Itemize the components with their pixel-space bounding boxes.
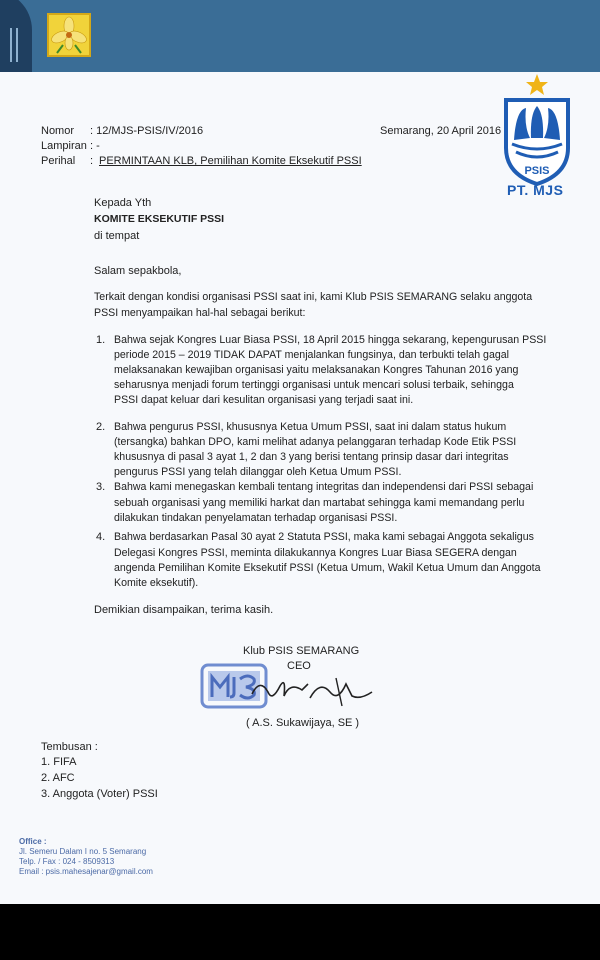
tembusan-label: Tembusan : xyxy=(41,741,98,753)
point-line: periode 2015 – 2019 TIDAK DAPAT menjalankan fungsinya, dan terbukti telah gagal xyxy=(114,349,509,361)
grip-line xyxy=(16,28,18,62)
signature-name: ( A.S. Sukawijaya, SE ) xyxy=(246,717,360,729)
bottom-bar xyxy=(0,904,600,960)
recipient-line: Kepada Yth xyxy=(94,197,152,209)
psis-logo xyxy=(500,70,574,200)
recipient-place: di tempat xyxy=(94,230,140,242)
tembusan-item: 2. AFC xyxy=(41,772,75,784)
point-number: 2. xyxy=(96,421,106,433)
signature-org: Klub PSIS SEMARANG xyxy=(243,645,360,657)
point-number: 1. xyxy=(96,334,106,346)
point-line: PSSI dapat keluar dari kesulitan organisasi yang terjadi saat ini. xyxy=(114,394,414,406)
office-label: Office : xyxy=(19,837,47,846)
nomor-value: : 12/MJS-PSIS/IV/2016 xyxy=(90,125,204,137)
point-number: 4. xyxy=(96,531,106,543)
recipient-name: KOMITE EKSEKUTIF PSSI xyxy=(94,213,225,225)
office-address: Jl. Semeru Dalam I no. 5 Semarang xyxy=(19,847,147,856)
perihal-label: Perihal xyxy=(41,155,76,167)
lampiran-label: Lampiran xyxy=(41,140,87,152)
point-line: Bahwa berdasarkan Pasal 30 ayat 2 Statuta PSSI, maka kami sebagai Anggota sekaligus xyxy=(114,531,534,543)
tembusan-item: 1. FIFA xyxy=(41,756,77,768)
point-line: Komite eksekutif). xyxy=(114,577,199,589)
flower-icon[interactable] xyxy=(47,13,91,57)
closing: Demikian disampaikan, terima kasih. xyxy=(94,604,274,616)
point-line: sebuah organisasi yang memiliki harkat dan martabat sehingga kami memandang perlu xyxy=(114,497,525,509)
intro-line: Terkait dengan kondisi organisasi PSSI saat ini, kami Klub PSIS SEMARANG selaku anggota xyxy=(94,291,533,303)
intro-line: PSSI menyampaikan hal-hal sebagai berikut: xyxy=(94,307,306,319)
point-line: Bahwa sejak Kongres Luar Biasa PSSI, 18 April 2015 hingga sekarang, kepengurusan PSSI xyxy=(114,334,547,346)
grip-line xyxy=(10,28,12,62)
point-line: Bahwa kami menegaskan kembali tentang integritas dan independensi dari PSSI sebagai xyxy=(114,481,534,493)
point-line: pengurus PSSI yang telah dilanggar oleh Ketua Umum PSSI. xyxy=(114,466,402,478)
point-line: khususnya di pasal 3 ayat 1, 2 dan 3 yang berisi tentang prinsip dasar dari integritas xyxy=(114,451,509,463)
point-line: angenda Pemilihan Komite Eksekutif PSSI (Ketua Umum, Wakil Ketua Umum dan Anggota xyxy=(114,562,541,574)
office-phone: Telp. / Fax : 024 - 8509313 xyxy=(19,857,115,866)
company-name: PT. MJS xyxy=(507,182,564,198)
signature-title: CEO xyxy=(287,660,311,672)
perihal-value: PERMINTAAN KLB, Pemilihan Komite Eksekutif PSSI xyxy=(99,155,362,167)
office-email: Email : psis.mahesajenar@gmail.com xyxy=(19,867,153,876)
handwritten-signature xyxy=(250,672,375,708)
logo-emblem-text: PSIS xyxy=(524,165,550,177)
point-number: 3. xyxy=(96,481,106,493)
point-line: Delegasi Kongres PSSI, meminta dilakukannya Kongres Luar Biasa SEGERA dengan xyxy=(114,547,517,559)
point-line: seharusnya menjadi forum tertinggi organisasi untuk mencari solusi terbaik, sehingga xyxy=(114,379,514,391)
point-line: melaksanakan kewajiban organisasi yaitu melaksanakan Kongres Tahunan 2016 yang xyxy=(114,364,519,376)
tembusan-item: 3. Anggota (Voter) PSSI xyxy=(41,788,158,800)
point-line: Bahwa pengurus PSSI, khususnya Ketua Umum PSSI, saat ini dalam status hukum xyxy=(114,421,507,433)
nomor-label: Nomor xyxy=(41,125,75,137)
place-date: Semarang, 20 April 2016 xyxy=(380,125,502,137)
greeting: Salam sepakbola, xyxy=(94,265,182,277)
lampiran-value: : - xyxy=(90,140,100,152)
point-line: (tersangka) bahkan DPO, kami melihat adanya pelanggaran terhadap Kode Etik PSSI xyxy=(114,436,517,448)
point-line: dilakukan tindakan penyelamatan terhadap organisasi PSSI. xyxy=(114,512,398,524)
perihal-colon: : xyxy=(90,155,94,167)
